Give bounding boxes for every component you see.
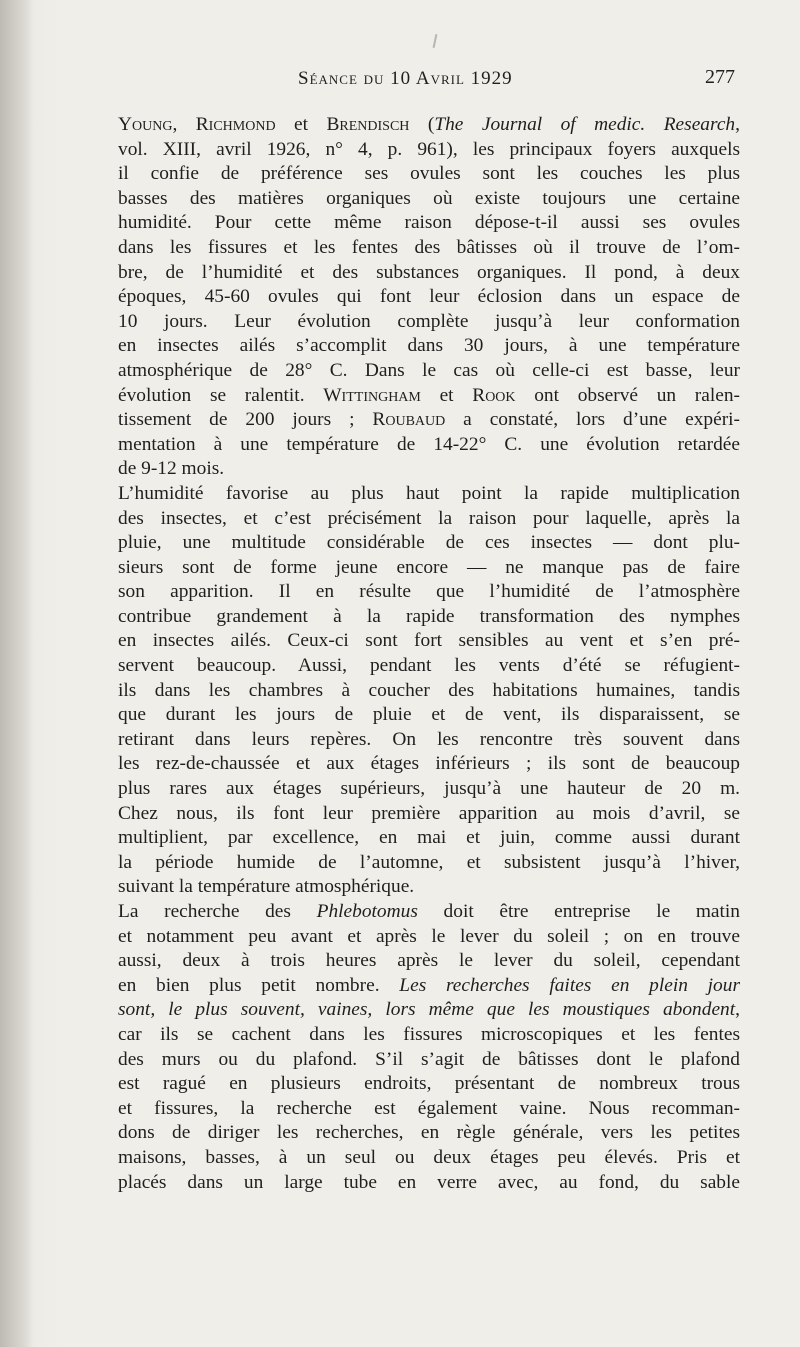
author-name: Young xyxy=(118,114,173,135)
text-line xyxy=(118,1121,740,1146)
text-segment: la période humide de l’automne, et subsistent jusqu’à l’hiver, xyxy=(118,851,740,873)
text-segment: et fissures, la recherche est également vaine. Nous recomman- xyxy=(118,1097,740,1119)
text-line xyxy=(118,531,740,556)
text-segment: a constaté, lors d’une expéri- xyxy=(445,409,740,431)
text-line xyxy=(118,556,740,581)
text-segment: en bien plus petit nombre. xyxy=(118,974,400,996)
text-segment: suivant la température atmosphérique. xyxy=(118,876,415,898)
text-line xyxy=(118,408,740,433)
text-line xyxy=(118,1072,740,1097)
text-line xyxy=(118,384,740,409)
text-line xyxy=(118,433,740,458)
text-line xyxy=(118,334,740,359)
text-segment: et notamment peu avant et après le lever du soleil ; on en trouve xyxy=(118,925,740,947)
text-segment: servent beaucoup. Aussi, pendant les vents d’été se réfugient- xyxy=(118,655,740,677)
text-line xyxy=(118,457,740,482)
text-segment: époques, 45-60 ovules qui font leur éclosion dans un espace de xyxy=(118,286,740,308)
text-segment: , xyxy=(735,114,740,135)
text-line xyxy=(118,1048,740,1073)
text-segment: doit être entreprise le matin xyxy=(417,901,740,922)
text-line xyxy=(118,752,740,777)
text-segment: en insectes ailés s’accomplit dans 30 jours, à une température xyxy=(118,335,740,357)
page-binding-shadow xyxy=(0,0,34,1347)
text-line xyxy=(118,974,740,999)
text-segment: ( xyxy=(409,114,435,135)
italic-text: Les recherches faites en plein jour xyxy=(399,974,740,996)
italic-text: The Journal of medic. Research xyxy=(434,114,736,135)
text-line xyxy=(118,998,740,1023)
italic-text: Phlebotomus xyxy=(316,901,418,922)
text-line xyxy=(118,851,740,876)
text-segment: que durant les jours de pluie et de vent, ils disparaissent, se xyxy=(118,704,740,726)
text-segment: de 9-12 mois. xyxy=(118,458,225,480)
text-line xyxy=(118,1146,740,1171)
text-line xyxy=(118,138,740,163)
text-line xyxy=(118,507,740,532)
text-line xyxy=(118,580,740,605)
text-segment: des murs ou du plafond. S’il s’agit de bâtisses dont le plafond xyxy=(118,1048,740,1070)
text-segment: tissement de 200 jours ; xyxy=(118,409,373,431)
text-segment: les rez-de-chaussée et aux étages inférieurs ; ils sont de beaucoup xyxy=(118,753,740,775)
text-segment: des insectes, et c’est précisément la raison pour laquelle, après la xyxy=(118,507,740,529)
text-line xyxy=(118,826,740,851)
text-segment: maisons, basses, à un seul ou deux étages peu élevés. Pris et xyxy=(118,1146,740,1168)
text-segment: et xyxy=(275,114,327,135)
text-segment: humidité. Pour cette même raison dépose-t-il aussi ses ovules xyxy=(118,212,740,234)
text-segment: évolution se ralentit. xyxy=(118,384,324,406)
text-line xyxy=(118,1097,740,1122)
text-line xyxy=(118,310,740,335)
text-segment: mentation à une température de 14-22° C. une évolution retardée xyxy=(118,433,740,455)
text-segment: La recherche des xyxy=(118,901,317,922)
text-segment: contribue grandement à la rapide transformation des nymphes xyxy=(118,605,740,627)
text-segment: dons de diriger les recherches, en règle générale, vers les petites xyxy=(118,1122,740,1144)
text-segment: pluie, une multitude considérable de ces insectes — dont plu- xyxy=(118,532,740,554)
text-line xyxy=(118,261,740,286)
text-segment: basses des matières organiques où existe toujours une certaine xyxy=(118,187,740,209)
text-line xyxy=(118,875,740,900)
text-segment: dans les fissures et les fentes des bâtisses où il trouve de l’om- xyxy=(118,236,740,258)
text-line xyxy=(118,482,740,507)
author-name: Wittingham xyxy=(323,384,421,406)
text-segment: il confie de préférence ses ovules sont les couches les plus xyxy=(118,163,740,185)
text-line xyxy=(118,605,740,630)
text-segment: 10 jours. Leur évolution complète jusqu’à leur conformation xyxy=(118,310,740,332)
text-line xyxy=(118,285,740,310)
text-segment: vol. XIII, avril 1926, n° 4, p. 961), les principaux foyers auxquels xyxy=(118,138,740,160)
author-name: Rook xyxy=(472,384,516,406)
text-segment: est ragué en plusieurs endroits, présentant de nombreux trous xyxy=(118,1073,740,1095)
text-line xyxy=(118,703,740,728)
text-line xyxy=(118,629,740,654)
text-segment: ont observé un ralen- xyxy=(515,384,740,406)
text-segment: car ils se cachent dans les fissures microscopiques et les fentes xyxy=(118,1023,740,1045)
text-segment: en insectes ailés. Ceux-ci sont fort sensibles au vent et s’en pré- xyxy=(118,630,740,652)
ink-mark xyxy=(433,34,438,48)
text-line xyxy=(118,162,740,187)
text-segment: , xyxy=(172,114,196,135)
body-text xyxy=(118,113,740,1195)
page-number: 277 xyxy=(705,66,735,88)
text-line xyxy=(118,359,740,384)
text-line xyxy=(118,679,740,704)
text-segment: retirant dans leurs repères. On les rencontre très souvent dans xyxy=(118,728,740,750)
text-segment: son apparition. Il en résulte que l’humidité de l’atmosphère xyxy=(118,581,740,603)
text-line xyxy=(118,802,740,827)
text-line xyxy=(118,949,740,974)
text-segment: placés dans un large tube en verre avec, au fond, du sable xyxy=(118,1171,740,1193)
text-segment: , xyxy=(735,999,740,1021)
text-line xyxy=(118,728,740,753)
author-name: Richmond xyxy=(195,114,276,135)
text-segment: bre, de l’humidité et des substances organiques. Il pond, à deux xyxy=(118,261,740,283)
italic-text: sont, le plus souvent, vaines, lors même que les moustiques abondent xyxy=(118,999,736,1021)
text-line xyxy=(118,113,740,138)
text-segment: plus rares aux étages supérieurs, jusqu’à une hauteur de 20 m. xyxy=(118,778,740,800)
text-line xyxy=(118,925,740,950)
text-segment: Chez nous, ils font leur première apparition au mois d’avril, se xyxy=(118,802,740,824)
text-line xyxy=(118,236,740,261)
text-segment: ils dans les chambres à coucher des habitations humaines, tandis xyxy=(118,679,740,701)
page-header xyxy=(0,62,800,102)
text-segment: L’humidité favorise au plus haut point la rapide multiplication xyxy=(118,482,740,504)
text-line xyxy=(118,654,740,679)
text-line xyxy=(118,1171,740,1196)
text-line xyxy=(118,900,740,925)
text-line xyxy=(118,1023,740,1048)
text-segment: aussi, deux à trois heures après le lever du soleil, cependant xyxy=(118,950,740,972)
text-segment: multiplient, par excellence, en mai et juin, comme aussi durant xyxy=(118,827,740,849)
running-title: Séance du 10 Avril 1929 xyxy=(298,68,513,89)
author-name: Brendisch xyxy=(326,114,410,135)
text-line xyxy=(118,211,740,236)
text-segment: atmosphérique de 28° C. Dans le cas où celle-ci est basse, leur xyxy=(118,359,740,381)
text-line xyxy=(118,187,740,212)
text-segment: et xyxy=(420,384,473,406)
text-segment: sieurs sont de forme jeune encore — ne manque pas de faire xyxy=(118,556,740,578)
text-line xyxy=(118,777,740,802)
author-name: Roubaud xyxy=(372,409,446,431)
